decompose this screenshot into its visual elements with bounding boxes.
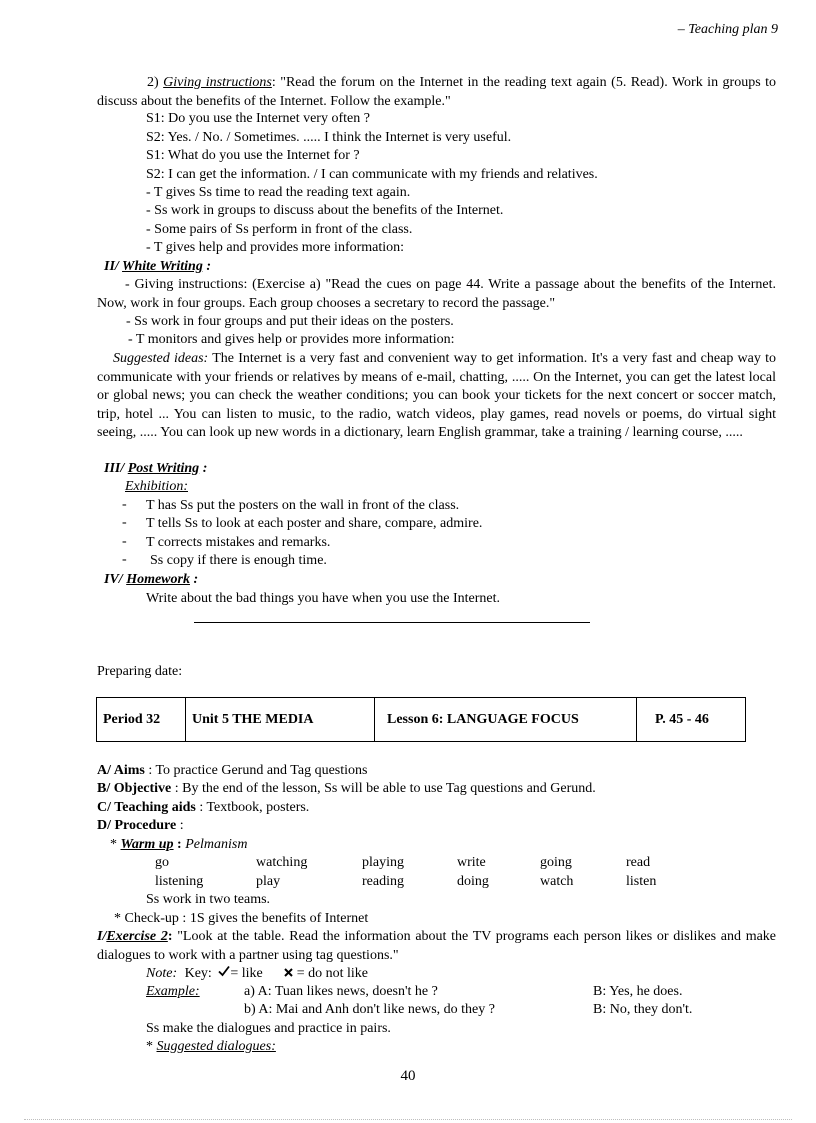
- unit-cell: Unit 5 THE MEDIA: [186, 698, 375, 742]
- suggested-dialogues-heading: [146, 1038, 276, 1056]
- example-b: b) A: Mai and Anh don't like news, do they ?: [244, 1002, 495, 1017]
- cross-icon: [284, 965, 293, 983]
- aims-text: : To practice Gerund and Tag questions: [148, 763, 368, 778]
- procedure-colon: :: [179, 818, 184, 833]
- dialogue-line: S2: Yes. / No. / Sometimes. ..... I think the Internet is very useful.: [146, 130, 512, 145]
- warm-up-colon: :: [173, 837, 186, 852]
- like-meaning: = like: [230, 966, 263, 981]
- aims-line: [97, 762, 367, 780]
- word-card: playing: [362, 855, 404, 870]
- homework-text: Write about the bad things you have when you use the Internet.: [146, 591, 501, 606]
- teaching-aids-line: [97, 799, 309, 817]
- warm-up-heading: [110, 836, 247, 854]
- practice-line: Ss make the dialogues and practice in pairs.: [146, 1021, 391, 1036]
- exercise-2-label: Exercise 2: [106, 929, 168, 944]
- white-writing-heading: [104, 258, 211, 276]
- list-item: T corrects mistakes and remarks.: [146, 535, 331, 550]
- key-label: Key:: [184, 966, 212, 981]
- list-item: T has Ss put the posters on the wall in front of the class.: [146, 498, 460, 513]
- example-label: Example:: [146, 984, 200, 999]
- lesson-cell: Lesson 6: LANGUAGE FOCUS: [375, 698, 637, 742]
- note-label: Note:: [146, 966, 178, 981]
- word-card: read: [626, 855, 651, 870]
- section-number: III/: [104, 461, 125, 476]
- exercise-2-paragraph: [97, 928, 776, 965]
- procedure-step: - Ss work in groups to discuss about the benefits of the Internet.: [146, 203, 504, 218]
- homework-heading: [104, 571, 198, 589]
- giving-instructions-label: Giving instructions: [163, 75, 272, 90]
- section-colon: :: [199, 461, 208, 476]
- section-divider: [194, 622, 590, 623]
- aims-label: A/ Aims: [97, 763, 145, 778]
- suggested-ideas-paragraph: [97, 350, 776, 443]
- procedure-line: [97, 817, 184, 835]
- page-bottom-border: [24, 1119, 792, 1120]
- exercise-2-text: "Look at the table. Read the information about the TV programs each person likes or dislikes and make dialogues to work with a partner using tag questions.": [97, 929, 777, 963]
- suggested-ideas-text: The Internet is a very fast and convenient way to get information. It's a very fast and cheap way to communicate with your friends or relatives by means of e-mail, chatting, ..... On the Internet, you can get the latest local or global news; you can check the weather conditions; you can book your tickets for the next concert or soccer match, trip, hotel ... You can listen to music, to the radio, watch videos, play games, read novels or poems, do virtual sight seeing, ..... You can look up new words in a dictionary, learn English grammar, take a training / learning course, .....: [97, 351, 776, 440]
- list-dash: -: [122, 497, 127, 512]
- preparing-date: Preparing date:: [97, 664, 183, 679]
- dialogue-line: S2: I can get the information. / I can communicate with my friends and relatives.: [146, 167, 598, 182]
- note-line: [146, 965, 368, 983]
- word-card: watch: [540, 874, 574, 889]
- objective-label: B/ Objective: [97, 781, 172, 796]
- exercise-number: I/: [97, 929, 107, 944]
- dialogue-line: S1: Do you use the Internet very often ?: [146, 111, 370, 126]
- procedure-step: - T monitors and gives help or provides more information:: [128, 332, 455, 347]
- list-dash: -: [122, 515, 127, 530]
- giving-instructions-paragraph: [97, 74, 776, 111]
- giving-instructions-text: "Read the forum on the Internet in the reading text again (5. Read). Work in groups to discuss about the benefits of the Internet. Follow the example.": [97, 75, 777, 109]
- procedure-step: - T gives help and provides more information:: [146, 240, 405, 255]
- word-card: listening: [155, 874, 204, 889]
- warm-up-type: Pelmanism: [185, 837, 248, 852]
- teaching-aids-label: C/ Teaching aids: [97, 800, 196, 815]
- suggested-ideas-label: Suggested ideas:: [113, 351, 209, 366]
- pages-cell: P. 45 - 46: [637, 698, 746, 742]
- procedure-step: - Ss work in four groups and put their ideas on the posters.: [126, 314, 454, 329]
- word-card: watching: [256, 855, 308, 870]
- dialogue-line: S1: What do you use the Internet for ?: [146, 148, 360, 163]
- lesson-info-table: [96, 697, 746, 742]
- suggested-dialogues-label: Suggested dialogues:: [156, 1039, 276, 1054]
- dislike-meaning: = do not like: [296, 966, 368, 981]
- exercise-colon: :: [167, 929, 173, 944]
- procedure-step: - T gives Ss time to read the reading text again.: [146, 185, 411, 200]
- word-card: doing: [457, 874, 489, 889]
- word-card: play: [256, 874, 281, 889]
- example-a: a) A: Tuan likes news, doesn't he ?: [244, 984, 438, 999]
- objective-text: : By the end of the lesson, Ss will be able to use Tag questions and Gerund.: [174, 781, 596, 796]
- section-colon: :: [202, 259, 212, 274]
- post-writing-heading: [104, 460, 207, 478]
- example-b-reply: B: No, they don't.: [593, 1002, 693, 1017]
- checkmark-icon: [218, 965, 230, 983]
- warm-up-label: Warm up: [120, 837, 174, 852]
- bullet-star: *: [146, 1039, 157, 1054]
- section-title: Post Writing: [127, 461, 200, 476]
- period-cell: Period 32: [97, 698, 186, 742]
- section-number: IV/: [104, 572, 123, 587]
- list-dash: -: [122, 552, 127, 567]
- procedure-label: D/ Procedure: [97, 818, 177, 833]
- list-item: Ss copy if there is enough time.: [150, 553, 327, 568]
- warm-up-note: Ss work in two teams.: [146, 892, 271, 907]
- teaching-aids-text: : Textbook, posters.: [199, 800, 310, 815]
- item-number: 2): [147, 75, 159, 90]
- label-colon: :: [271, 75, 276, 90]
- objective-line: [97, 780, 596, 798]
- exhibition-label: Exhibition:: [125, 479, 188, 494]
- section-colon: :: [189, 572, 199, 587]
- page-number: 40: [400, 1068, 416, 1084]
- word-card: reading: [362, 874, 404, 889]
- page-header: – Teaching plan 9: [677, 22, 778, 37]
- list-item: T tells Ss to look at each poster and share, compare, admire.: [146, 516, 483, 531]
- section-number: II/: [104, 259, 119, 274]
- word-card: going: [540, 855, 572, 870]
- list-dash: -: [122, 534, 127, 549]
- procedure-step: - Some pairs of Ss perform in front of the class.: [146, 222, 413, 237]
- word-card: listen: [626, 874, 657, 889]
- word-card: go: [155, 855, 169, 870]
- bullet-star: *: [110, 837, 121, 852]
- section-title: White Writing: [122, 259, 203, 274]
- section-title: Homework: [126, 572, 190, 587]
- example-a-reply: B: Yes, he does.: [593, 984, 683, 999]
- word-card: write: [457, 855, 486, 870]
- check-up-line: * Check-up : 1S gives the benefits of Internet: [114, 911, 369, 926]
- white-writing-instructions: - Giving instructions: (Exercise a) "Read the cues on page 44. Write a passage about the benefits of the Internet. Now, work in four groups. Each group chooses a secretary to record the passage.": [97, 277, 776, 311]
